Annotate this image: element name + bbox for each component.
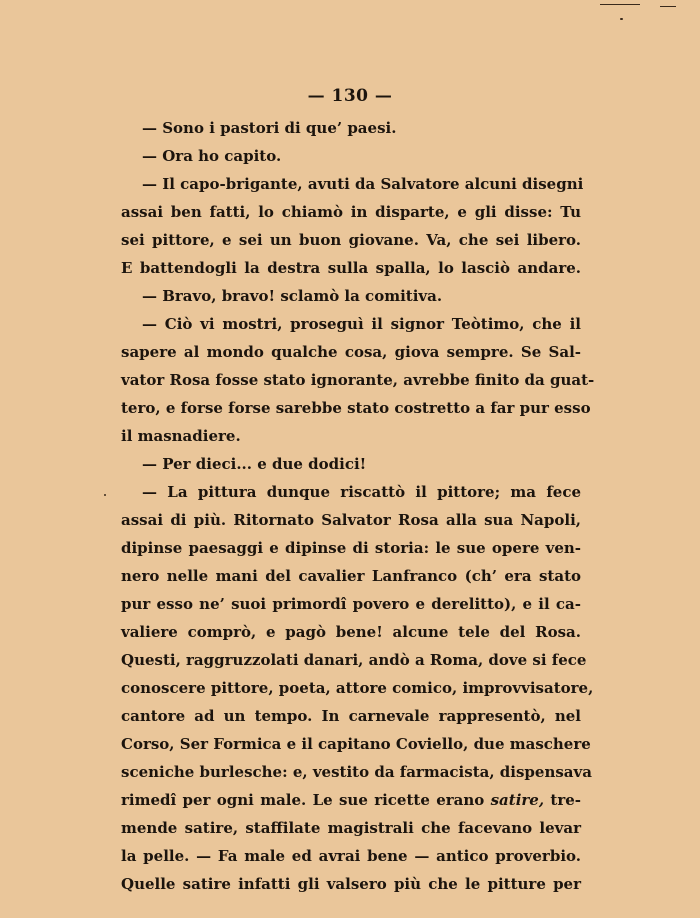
- text-run: tre-: [544, 791, 581, 809]
- text-line: — Sono i pastori di que’ paesi.: [142, 119, 397, 137]
- text-line: dipinse paesaggi e dipinse di storia: le sue opere ven-: [121, 539, 581, 557]
- text-line: — Per dieci... e due dodici!: [142, 455, 367, 473]
- text-line: — Il capo-brigante, avuti da Salvatore alcuni disegni: [142, 175, 584, 193]
- text-line: conoscere pittore, poeta, attore comico, improvvisatore,: [121, 679, 594, 697]
- text-line: valiere comprò, e pagò bene! alcune tele del Rosa.: [121, 623, 581, 641]
- text-line: Quelle satire infatti gli valsero più che le pitture per: [121, 875, 581, 893]
- page-text: [121, 114, 595, 898]
- text-line-mixed: [121, 786, 581, 814]
- text-line: — Bravo, bravo! sclamò la comitiva.: [142, 287, 443, 305]
- text-line: assai di più. Ritornato Salvator Rosa alla sua Napoli,: [121, 511, 581, 529]
- text-run: rimedî per ogni male. Le sue ricette erano: [121, 791, 491, 809]
- text-line: tero, e forse forse sarebbe stato costretto a far pur esso: [121, 399, 591, 417]
- top-edge-rule-short: [660, 6, 676, 7]
- text-line: — Ora ho capito.: [142, 147, 282, 165]
- text-line: E battendogli la destra sulla spalla, lo lasciò andare.: [121, 259, 581, 277]
- top-edge-rule: [600, 4, 640, 5]
- text-line: il masnadiere.: [121, 427, 241, 445]
- text-line: sapere al mondo qualche cosa, giova sempre. Se Sal-: [121, 343, 581, 361]
- page-number: — 130 —: [307, 86, 393, 106]
- text-line: sceniche burlesche: e, vestito da farmacista, dispensava: [121, 763, 592, 781]
- text-line: vator Rosa fosse stato ignorante, avrebbe finito da guat-: [121, 371, 595, 389]
- text-line: la pelle. — Fa male ed avrai bene — antico proverbio.: [121, 847, 581, 865]
- text-line: nero nelle mani del cavalier Lanfranco (ch’ era stato: [121, 567, 581, 585]
- text-line: assai ben fatti, lo chiamò in disparte, e gli disse: Tu: [121, 203, 581, 221]
- text-line: — La pittura dunque riscattò il pittore; ma fece: [142, 483, 581, 501]
- text-line: cantore ad un tempo. In carnevale rappresentò, nel: [121, 707, 581, 725]
- italic-word: satire,: [490, 791, 545, 809]
- text-line: pur esso ne’ suoi primordî povero e derelitto), e il ca-: [121, 595, 581, 613]
- text-line: mende satire, staffilate magistrali che facevano levar: [121, 819, 581, 837]
- text-line: sei pittore, e sei un buon giovane. Va, che sei libero.: [121, 231, 581, 249]
- text-line: — Ciò vi mostri, proseguì il signor Teòtimo, che il: [142, 315, 581, 333]
- ink-speck: [104, 494, 106, 496]
- ink-speck: [620, 18, 623, 20]
- text-line: Corso, Ser Formica e il capitano Coviello, due maschere: [121, 735, 591, 753]
- text-line: Questi, raggruzzolati danari, andò a Roma, dove si fece: [121, 651, 587, 669]
